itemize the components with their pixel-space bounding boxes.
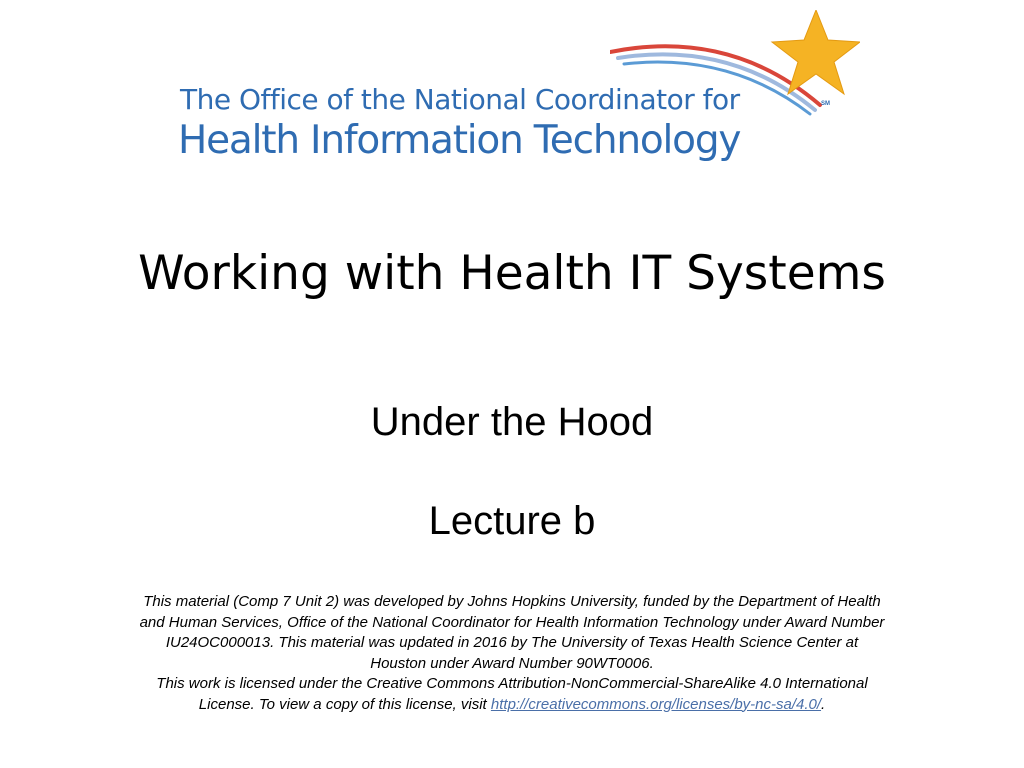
disclaimer-line: This work is licensed under the Creative Commons Attribution-NonCommercial-ShareAlike 4.0 International — [156, 675, 868, 692]
license-disclaimer — [70, 592, 954, 715]
lecture-label: Lecture b — [428, 499, 596, 543]
disclaimer-text: . — [821, 695, 826, 713]
logo-text-line2: Health Information Technology — [178, 118, 741, 163]
disclaimer-line: This material (Comp 7 Unit 2) was developed by Johns Hopkins University, funded by the Department of Health — [143, 593, 881, 610]
logo-text-line1: The Office of the National Coordinator for — [180, 83, 740, 116]
slide-subtitle: Under the Hood — [370, 400, 654, 444]
disclaimer-line: Houston under Award Number 90WT0006. — [370, 654, 654, 672]
service-mark: SM — [821, 101, 830, 107]
disclaimer-text: License. To view a copy of this license, visit — [198, 695, 491, 713]
disclaimer-line — [70, 695, 954, 716]
onc-logo — [180, 10, 860, 180]
license-link[interactable]: http://creativecommons.org/licenses/by-nc-sa/4.0/ — [490, 695, 822, 713]
slide-title: Working with Health IT Systems — [138, 246, 886, 301]
disclaimer-line: and Human Services, Office of the National Coordinator for Health Information Technology under Award Number — [139, 613, 885, 631]
disclaimer-line: IU24OC000013. This material was updated in 2016 by The University of Texas Health Science Center at — [165, 634, 859, 651]
